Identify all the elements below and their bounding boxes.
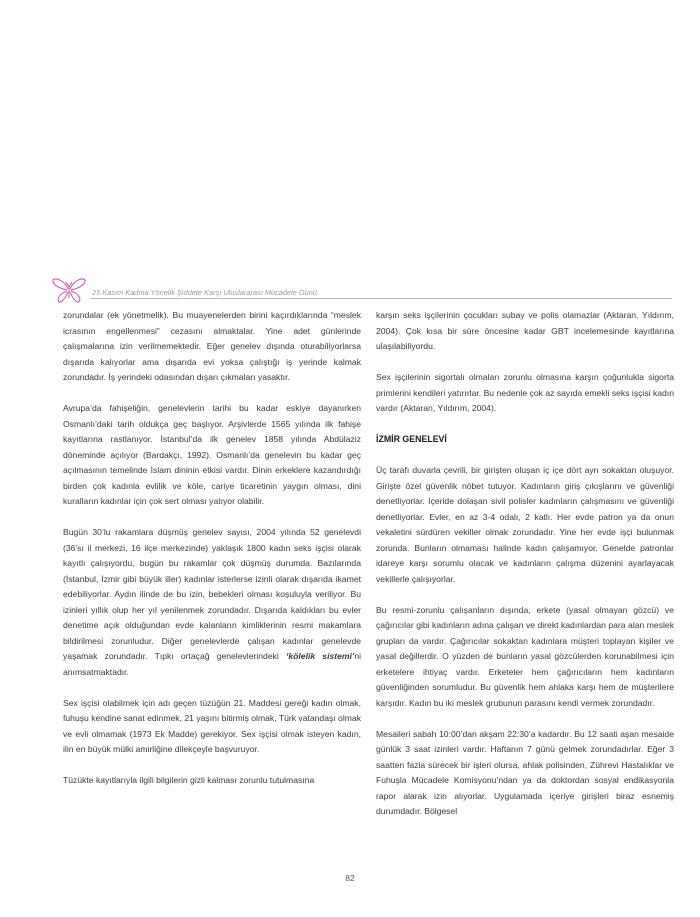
header-title: 25 Kasım Kadına Yönelik Şiddete Karşı Uluslararası Mücadele Günü [92,288,317,297]
left-paragraph-5: Tüzükte kayıtlarıyla ilgili bilgilerin gizli kalması zorunlu tutulmasına [63,775,315,785]
running-header [52,276,672,304]
left-paragraph-3-text: Bugün 30’lu rakamlara düşmüş genelev sayısı, 2004 yılında 52 genelevdi (36’sı il merkezi, 16 ilçe merkezinde) yaklaşık 1800 kadın seks işçisi olarak kayıtlı çalışıyordu, bugün bu rakamlar çok düşmüş durumda. Bazılarında (İstanbul, İzmir gibi büyük iller) kadınlar isterlerse izinli olarak dışarıda ikamet edebiliyorlar. Aydın ilinde de bu izin, bebekleri olması koşuluyla veriliyor. Bu izinleri yıllık olup her yıl yenilenmek zorundadır. Dışarıda kaldıkları bu evler denetime açık olduğundan evde kalanların kimliklerinin resmi makamlara bildirilmesi zorunludur. Diğer genelevlerde çalışan kadınlar genelevde yaşamak zorundadır. Tıpkı ortaçağ genelevlerindeki [63,527,361,661]
page-number: 82 [345,873,355,883]
kolelik-sistemi-emphasis: ‘kölelik sistemi’ [285,651,355,661]
right-paragraph-5: Mesaileri sabah 10:00’dan akşam 22:30’a kadardır. Bu 12 saati aşan mesaide günlük 3 saat izinleri vardır. Haftanın 7 günü gelmek zorundadırlar. Eğer 3 saatten fazla sürecek bir işleri olursa, ahlak polisinden, Zührevi Hastalıklar ve Fuhuşla Mücadele Komisyonu’ndan ya da doktordan sosyal endikasyonla rapor alarak izin alıyorlar. Uygulamada içeriye girişleri biraz esnemiş durumdadır. Bölgesel [376,728,674,816]
left-paragraph-3 [63,525,361,680]
left-paragraph-2: Avrupa’da fahişeliğin, genelevlerin tarihi bu kadar eskiye dayanırken Osmanlı’daki tarih oldukça geç başlıyor. Arşivlerde 1565 yılında ilk fahişe kayıtlarına rastlanıyor. İstanbul’da ilk genelev 1858 yılında Abdülaziz döneminde açılıyor (Bardakçı, 1992). Osmanlı’da genelevin bu kadar geç açılmasının temelinde İslam dininin etkisi vardır. Dinin erkeklere kazandırdığı birden çok kadınla evlilik ve köle, cariye ticaretinin yaygın olması, dini kuralların kadınlar için çok sert olması yatıyor olabilir. [63,403,361,506]
left-paragraph-4: Sex işçisi olabilmek için adı geçen tüzüğün 21. Maddesi gereği kadın olmak, fuhuşu kendine sanat edinmek, 21 yaşını bitirmiş olmak, Türk vatandaşı olmak ve evli olmamak (1973 Ek Madde) gerekiyor. Sex işçisi olmak isteyen kadın, ilin en büyük mülki amirliğine dilekçeyle başvuruyor. [63,697,361,754]
left-paragraph-3-tail: ni anımsatmaktadır. [63,651,362,677]
right-paragraph-2: Sex işçilerinin sigortalı olmaları zorunlu olmasına karşın çoğunlukla sigorta primlerini kendileri yatırırlar. Bu nedenle çok az sayıda emekli seks işçisi kadın vardır (Aktaran, Yıldırım, 2004). [376,372,674,413]
header-rule [90,298,672,299]
right-paragraph-3: Üç tarafı duvarla çevrili, bir girişten oluşan iç içe dört ayrı sokaktan oluşuyor. Girişte özel güvenlik nöbet tutuyor. Kadınların giriş çıkışlarını ve güvenliği denetliyorlar. İçeride dolaşan sivil polisler kadınların çalışmasını ve güvenliği denetliyorlar. Evler, en az 3-4 odalı, 2 katlı. Her evde patron ya da onun vekaletini sürdüren vekiller olmak zorundadır. Yine her evde işçi bulunmak zorunda. Bunların olmaması halinde kadın çalışamıyor. Genelde patronlar idareye karşı sorumlu olacak ve kadınların çalışma düzenini ayarlayacak vekillerle çalışıyorlar. [376,465,674,584]
right-paragraph-1: karşın seks işçilerinin çocukları subay ve polis olamazlar (Aktaran, Yıldırım, 2004). Çok kısa bir süre öncesine kadar GBT incelemesinde kayıtlarına ulaşılabiliyordu. [376,310,674,351]
right-paragraph-4: Bu resmi-zorunlu çalışanların dışında, erkete (yasal olmayan gözcü) ve çağırıcılar gibi kadınların adına çalışan ve direkt kadınlardan para alan meslek grupları da vardır. Çağırıcılar sokaktan kadınlara müşteri toplayan kişiler ve yasal değillerdir. O yüzden de bunların yasal gözcülerden korunabilmesi için erketelere ihtiyaç vardır. Erketeler hem çağırıcıların hem kadınların güvenliğinden sorumludur. Bu güvenlik hem ahlaka karşı hem de müşterilere karşıdır. Kadın bu iki meslek grubunun parasını kendi vermek zorundadır. [376,604,674,708]
left-column [63,308,361,804]
right-column [376,308,674,835]
left-paragraph-1: zorundalar (ek yönetmelik). Bu muayenelerden birini kaçırdıklarında “meslek icrasının engellenmesi” cezasını almaktalar. Yine adet günlerinde çalışmalarına izin verilmemektedir. Eğer genelev dışında oturabiliyorlarsa dışarıda kalıyorlar ama dışarıda evi yoksa çalıştığı iş yerinde kalmak zorundadır. İş yerindeki odasından dışarı çıkmaları yasaktır. [63,310,361,382]
section-heading: İZMİR GENELEVİ [376,434,447,444]
butterfly-icon [52,276,86,304]
